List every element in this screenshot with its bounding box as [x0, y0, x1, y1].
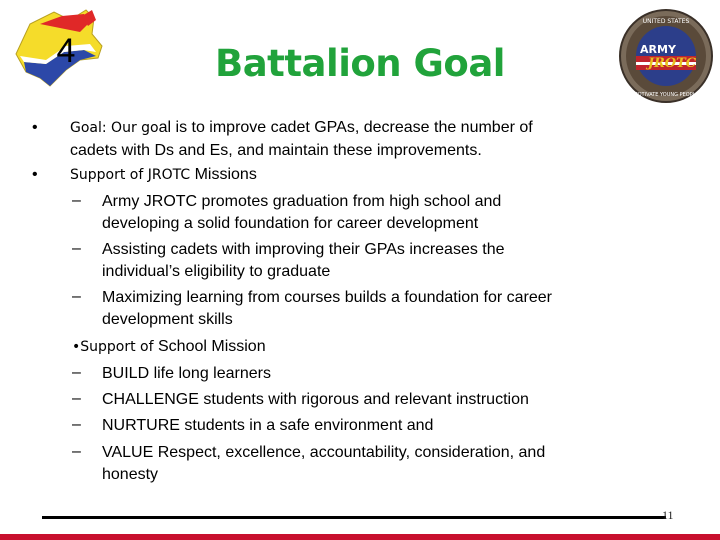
dash-marker: – [72, 240, 81, 257]
support-jrotc-lead: Support of JROTC [70, 167, 195, 183]
battalion-number: 4 [56, 32, 76, 70]
support-school-heading [72, 337, 266, 357]
school-item-build: BUILD life long learners [102, 365, 271, 382]
dash-marker: – [72, 364, 81, 381]
support-jrotc-heading [70, 165, 257, 185]
bullet-marker: • [32, 166, 38, 183]
seal-top-text: UNITED STATES [642, 18, 690, 25]
bullet-marker: • [32, 119, 38, 136]
support-school-rest: School Mission [158, 338, 266, 355]
dash-marker: – [72, 443, 81, 460]
jrotc-item-1-line-1: Army JROTC promotes graduation from high school and [102, 193, 502, 210]
jrotc-item-3-line-2: development skills [102, 311, 233, 328]
seal-jrotc-text: JROTC [647, 56, 697, 71]
goal-line-1 [70, 118, 533, 138]
support-school-lead: •Support of [72, 339, 158, 355]
goal-line-2: cadets with Ds and Es, and maintain these improvements. [70, 142, 482, 159]
jrotc-item-1-line-2: developing a solid foundation for career development [102, 215, 479, 232]
jrotc-item-2-line-1: Assisting cadets with improving their GPAs increases the [102, 241, 505, 258]
school-item-nurture: NURTURE students in a safe environment and [102, 417, 434, 434]
footer-stripe [0, 534, 720, 540]
seal-army-text: ARMY [640, 43, 676, 56]
dash-marker: – [72, 390, 81, 407]
dash-marker: – [72, 288, 81, 305]
goal-text-1: al is to improve cadet GPAs, decrease the number of [158, 119, 533, 136]
seal-bottom-text: MOTIVATE YOUNG PEOPLE [633, 92, 699, 98]
school-item-challenge: CHALLENGE students with rigorous and relevant instruction [102, 391, 529, 408]
page-title: Battalion Goal [215, 42, 505, 85]
dash-marker: – [72, 416, 81, 433]
footer-divider [42, 516, 666, 519]
school-item-value-line-1: VALUE Respect, excellence, accountability, consideration, and [102, 444, 546, 461]
support-jrotc-rest: Missions [194, 166, 257, 183]
jrotc-item-3-line-1: Maximizing learning from courses builds a foundation for career [102, 289, 552, 306]
page-number: 11 [662, 508, 674, 522]
school-item-value-line-2: honesty [102, 466, 159, 483]
dash-marker: – [72, 192, 81, 209]
goal-lead: Goal: Our go [70, 120, 159, 136]
jrotc-item-2-line-2: individual’s eligibility to graduate [102, 263, 331, 280]
